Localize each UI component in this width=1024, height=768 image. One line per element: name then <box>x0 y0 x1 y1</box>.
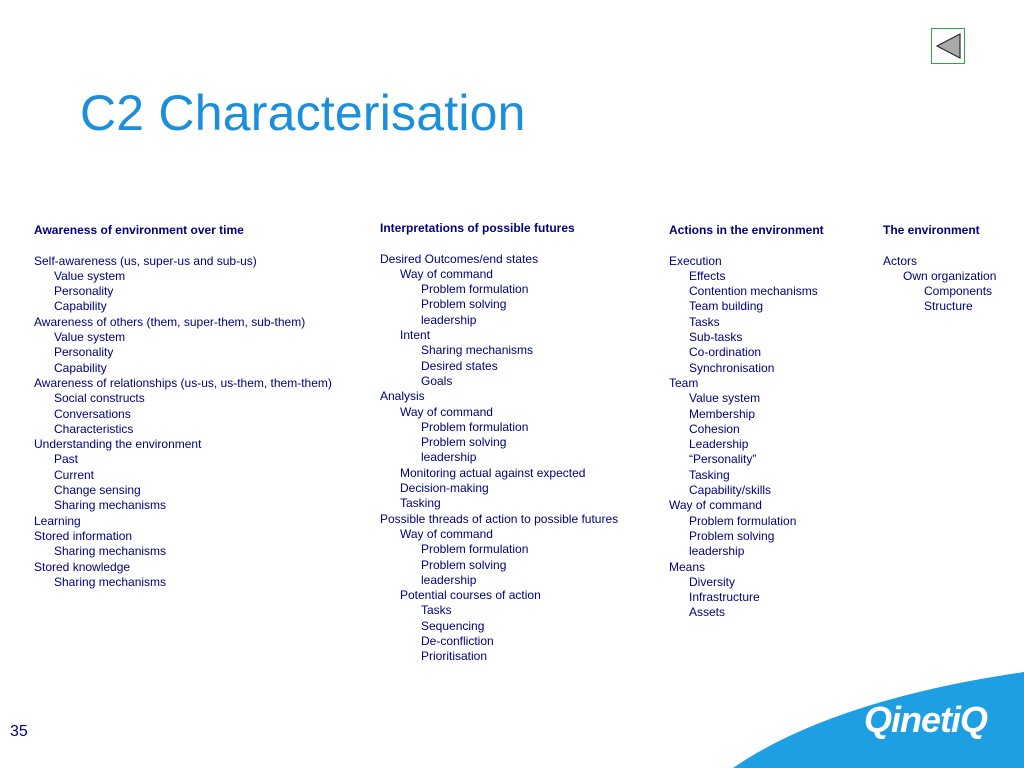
outline-item: Synchronisation <box>689 360 775 375</box>
outline-item: Team building <box>689 299 764 314</box>
outline-item: Sequencing <box>421 618 485 633</box>
outline-item: Capability <box>54 360 107 375</box>
outline-item: Tasks <box>421 603 452 618</box>
outline-item: De-confliction <box>421 634 494 649</box>
outline-item: Way of command <box>400 404 493 419</box>
outline-item: Characteristics <box>54 421 134 436</box>
outline-item: Co-ordination <box>689 345 762 360</box>
outline-item: Problem solving <box>689 528 775 543</box>
outline-item: Goals <box>421 373 453 388</box>
outline-item: Cohesion <box>689 421 740 436</box>
outline-item: Structure <box>924 299 973 314</box>
outline-item: Desired states <box>421 358 498 373</box>
slide-title: C2 Characterisation <box>80 85 526 141</box>
outline-item: Potential courses of action <box>400 588 541 603</box>
outline-item: Monitoring actual against expected <box>400 465 586 480</box>
outline-item: Current <box>54 467 95 482</box>
outline-item: Way of command <box>669 498 762 513</box>
outline-item: Problem formulation <box>421 542 529 557</box>
outline-item: leadership <box>421 572 477 587</box>
qinetiq-logo: QinetiQ <box>864 699 988 740</box>
outline-item: Understanding the environment <box>34 437 202 452</box>
column-heading: Interpretations of possible futures <box>380 221 575 235</box>
outline-item: Tasks <box>689 314 720 329</box>
outline-item: Problem formulation <box>689 513 797 528</box>
outline-item: Possible threads of action to possible futures <box>380 511 619 526</box>
outline-item: Value system <box>689 391 761 406</box>
outline-item: Problem solving <box>421 557 507 572</box>
outline-item: Problem formulation <box>421 419 529 434</box>
outline-item: Personality <box>54 345 114 360</box>
outline-item: Tasking <box>689 467 730 482</box>
outline-item: Team <box>669 375 699 390</box>
outline-item: Infrastructure <box>689 590 760 605</box>
outline-item: Prioritisation <box>421 649 488 664</box>
outline-item: Change sensing <box>54 483 141 498</box>
outline-item: Problem solving <box>421 297 507 312</box>
outline-item: Self-awareness (us, super-us and sub-us) <box>34 253 257 268</box>
outline-item: Learning <box>34 513 81 528</box>
outline-item: Own organization <box>903 268 997 283</box>
page-number: 35 <box>10 723 28 740</box>
column-heading: The environment <box>883 223 980 237</box>
outline-item: Actors <box>883 253 918 268</box>
outline-item: Social constructs <box>54 391 145 406</box>
column-heading: Actions in the environment <box>669 223 824 237</box>
outline-item: Problem formulation <box>421 282 529 297</box>
outline-item: Components <box>924 284 993 299</box>
outline-item: leadership <box>689 544 745 559</box>
outline-item: Conversations <box>54 406 131 421</box>
outline-item: Diversity <box>689 574 736 589</box>
column-heading: Awareness of environment over time <box>34 223 244 237</box>
outline-item: Problem solving <box>421 435 507 450</box>
outline-item: Tasking <box>400 496 441 511</box>
outline-item: Stored knowledge <box>34 559 131 574</box>
outline-item: Execution <box>669 253 722 268</box>
outline-item: Intent <box>400 328 431 343</box>
outline-item: Contention mechanisms <box>689 284 818 299</box>
outline-item: Assets <box>689 605 726 620</box>
outline-item: Decision-making <box>400 481 489 496</box>
outline-item: Awareness of others (them, super-them, sub-them) <box>34 314 306 329</box>
outline-item: Sharing mechanisms <box>421 343 534 358</box>
outline-item: Value system <box>54 330 126 345</box>
outline-item: Way of command <box>400 526 493 541</box>
outline-item: Way of command <box>400 266 493 281</box>
outline-item: Capability <box>54 299 107 314</box>
outline-item: Leadership <box>689 437 749 452</box>
outline-item: Sub-tasks <box>689 330 743 345</box>
outline-item: Analysis <box>380 389 425 404</box>
outline-item: Sharing mechanisms <box>54 498 167 513</box>
outline-item: Membership <box>689 406 756 421</box>
outline-item: Capability/skills <box>689 483 772 498</box>
outline-item: leadership <box>421 312 477 327</box>
outline-item: Stored information <box>34 528 133 543</box>
outline-item: Awareness of relationships (us-us, us-them, them-them) <box>34 375 332 390</box>
outline-item: “Personality” <box>689 452 757 467</box>
outline-item: Personality <box>54 284 114 299</box>
outline-item: Value system <box>54 268 126 283</box>
outline-item: Effects <box>689 268 726 283</box>
outline-item: Sharing mechanisms <box>54 544 167 559</box>
outline-item: Means <box>669 559 706 574</box>
outline-item: Desired Outcomes/end states <box>380 251 539 266</box>
outline-item: Past <box>54 452 79 467</box>
outline-item: Sharing mechanisms <box>54 574 167 589</box>
outline-item: leadership <box>421 450 477 465</box>
